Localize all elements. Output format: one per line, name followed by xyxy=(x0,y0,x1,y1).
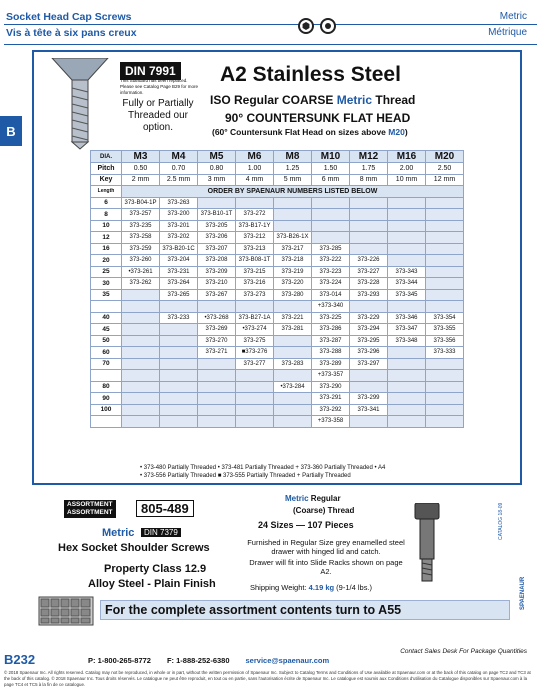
part-number-cell xyxy=(160,301,198,313)
length-cell: 20 xyxy=(91,255,122,267)
part-number-cell[interactable]: 373-263 xyxy=(160,197,198,209)
part-number-cell[interactable]: 373-200 xyxy=(160,209,198,221)
part-number-cell xyxy=(122,393,160,405)
part-number-cell[interactable]: ■373-276 xyxy=(236,347,274,359)
part-number-cell[interactable]: 373-285 xyxy=(312,243,350,255)
part-number-cell[interactable]: 373-294 xyxy=(350,324,388,336)
size-header: M12 xyxy=(350,151,388,163)
part-number-cell xyxy=(236,197,274,209)
assortment-contents-banner[interactable]: For the complete assortment contents turn to A55 xyxy=(100,600,510,620)
part-number-cell xyxy=(160,358,198,370)
table-row xyxy=(91,416,464,428)
part-number-cell[interactable]: 373-270 xyxy=(198,335,236,347)
length-cell: 80 xyxy=(91,381,122,393)
metric-label-en: Metric xyxy=(499,11,527,22)
part-number-cell[interactable]: 373-206 xyxy=(198,232,236,244)
part-number-cell[interactable]: 373-290 xyxy=(312,381,350,393)
part-number-cell xyxy=(350,197,388,209)
pitch-cell: 0.50 xyxy=(122,163,160,175)
part-number-cell[interactable]: 373-355 xyxy=(426,324,464,336)
part-number-cell[interactable]: 373-210 xyxy=(198,278,236,290)
part-number-cell[interactable]: 373-293 xyxy=(350,289,388,301)
part-number-cell[interactable]: 373-259 xyxy=(122,243,160,255)
part-number-cell[interactable]: 373-B10-1T xyxy=(198,209,236,221)
part-number-cell[interactable]: 373-297 xyxy=(350,358,388,370)
length-cell: 8 xyxy=(91,209,122,221)
pitch-label: Pitch xyxy=(91,163,122,175)
part-number-cell xyxy=(426,301,464,313)
part-number-cell xyxy=(198,197,236,209)
length-cell: 30 xyxy=(91,278,122,290)
length-label: Length xyxy=(91,186,122,198)
key-cell: 3 mm xyxy=(198,174,236,186)
din-7379-badge: DIN 7379 xyxy=(141,528,181,537)
part-number-cell[interactable]: 373-269 xyxy=(198,324,236,336)
length-cell: 90 xyxy=(91,393,122,405)
din-replaced-note: This Standard has been replaced. Please see Catalog Page B29 for more information. xyxy=(120,78,199,95)
part-number-cell xyxy=(350,220,388,232)
part-number-cell[interactable]: 373-235 xyxy=(122,220,160,232)
sizes-pieces: 24 Sizes — 107 Pieces xyxy=(258,520,354,530)
size-header: M10 xyxy=(312,151,350,163)
part-number-cell[interactable]: 373-286 xyxy=(312,324,350,336)
length-cell: 70 xyxy=(91,358,122,370)
part-number-cell[interactable]: •373-274 xyxy=(236,324,274,336)
part-number-cell xyxy=(426,358,464,370)
material-finish: Alloy Steel - Plain Finish xyxy=(88,578,216,590)
part-number-cell[interactable]: 373-333 xyxy=(426,347,464,359)
part-number-cell xyxy=(388,370,426,382)
product-title: A2 Stainless Steel xyxy=(220,63,401,86)
part-number-cell xyxy=(426,220,464,232)
part-number-cell[interactable]: 373-208 xyxy=(198,255,236,267)
assortment-number[interactable]: 805-489 xyxy=(136,500,194,517)
part-number-cell xyxy=(426,381,464,393)
table-row xyxy=(91,370,464,382)
part-number-cell xyxy=(198,358,236,370)
part-number-cell[interactable]: 373-275 xyxy=(236,335,274,347)
property-class: Property Class 12.9 xyxy=(104,563,207,575)
part-number-cell[interactable]: 373-291 xyxy=(312,393,350,405)
key-cell: 5 mm xyxy=(274,174,312,186)
pitch-cell: 0.80 xyxy=(198,163,236,175)
part-number-cell xyxy=(312,232,350,244)
contact-info xyxy=(88,656,345,665)
part-number-cell xyxy=(426,404,464,416)
part-number-cell[interactable]: +373-340 xyxy=(312,301,350,313)
part-number-cell[interactable]: 373-222 xyxy=(312,255,350,267)
key-cell: 12 mm xyxy=(426,174,464,186)
part-number-cell[interactable]: 373-262 xyxy=(122,278,160,290)
part-number-cell xyxy=(426,416,464,428)
header-divider-bottom xyxy=(4,44,537,45)
part-number-cell xyxy=(426,197,464,209)
part-number-cell xyxy=(236,370,274,382)
part-number-cell[interactable]: 373-220 xyxy=(274,278,312,290)
table-row xyxy=(91,232,464,244)
part-number-cell xyxy=(350,209,388,221)
part-number-cell[interactable]: 373-292 xyxy=(312,404,350,416)
part-number-cell[interactable]: 373-345 xyxy=(388,289,426,301)
table-row xyxy=(91,255,464,267)
key-cell: 6 mm xyxy=(312,174,350,186)
part-number-cell xyxy=(388,301,426,313)
key-cell: 2.5 mm xyxy=(160,174,198,186)
part-number-cell[interactable]: 373-201 xyxy=(160,220,198,232)
section-title-fr: Vis à tête à six pans creux xyxy=(6,27,137,39)
length-cell: 6 xyxy=(91,197,122,209)
part-number-cell[interactable]: 373-273 xyxy=(236,289,274,301)
part-number-cell[interactable]: 373-221 xyxy=(274,312,312,324)
table-row xyxy=(91,289,464,301)
brand-side-label: SPAENAUR xyxy=(520,576,526,610)
part-number-cell xyxy=(122,301,160,313)
part-number-cell xyxy=(426,232,464,244)
pitch-cell: 1.75 xyxy=(350,163,388,175)
head-type-icons xyxy=(298,18,336,34)
part-number-cell xyxy=(198,381,236,393)
catalog-side-label: CATALOG 18-09 xyxy=(498,502,504,540)
size-header: M16 xyxy=(388,151,426,163)
metric-label-fr: Métrique xyxy=(488,27,527,38)
length-cell xyxy=(91,301,122,313)
legend-notes xyxy=(140,464,385,480)
assortment-metric-label: Metric xyxy=(102,527,135,539)
part-number-cell[interactable]: 373-218 xyxy=(274,255,312,267)
part-number-cell[interactable]: 373-B20-1C xyxy=(160,243,198,255)
part-number-cell xyxy=(388,358,426,370)
length-cell: 45 xyxy=(91,324,122,336)
table-row xyxy=(91,243,464,255)
size-table xyxy=(90,150,464,428)
part-number-cell xyxy=(274,220,312,232)
part-number-cell xyxy=(388,255,426,267)
part-number-cell[interactable]: 373-356 xyxy=(426,335,464,347)
part-number-cell xyxy=(274,416,312,428)
legend-line-2: • 373-556 Partially Threaded ■ 373-555 Partially Threaded + Partially Threaded xyxy=(140,473,351,479)
part-number-cell[interactable]: •373-268 xyxy=(198,312,236,324)
part-number-cell xyxy=(160,370,198,382)
part-number-cell[interactable]: 373-224 xyxy=(312,278,350,290)
part-number-cell xyxy=(426,289,464,301)
fax-number: F: 1-888-252-6380 xyxy=(166,656,230,665)
length-cell xyxy=(91,416,122,428)
order-instructions: ORDER BY SPAENAUR NUMBERS LISTED BELOW xyxy=(122,186,464,198)
part-number-cell[interactable]: 373-223 xyxy=(312,266,350,278)
legend-line-1: • 373-480 Partially Threaded • 373-481 Partially Threaded + 373-360 Partially Threaded • A4 xyxy=(140,465,386,471)
shipping-weight: Shipping Weight: 4.19 kg (9-1/4 lbs.) xyxy=(250,583,373,592)
part-number-cell xyxy=(388,347,426,359)
part-number-cell[interactable]: 373-280 xyxy=(274,289,312,301)
part-number-cell[interactable]: +373-358 xyxy=(312,416,350,428)
part-number-cell[interactable]: 373-212 xyxy=(236,232,274,244)
part-number-cell xyxy=(122,370,160,382)
part-number-cell xyxy=(274,404,312,416)
table-row xyxy=(91,220,464,232)
drawer-tray-icon xyxy=(38,596,94,626)
part-number-cell[interactable]: 373-207 xyxy=(198,243,236,255)
table-row xyxy=(91,301,464,313)
part-number-cell xyxy=(236,404,274,416)
part-number-cell xyxy=(122,381,160,393)
flat-head-screw-icon xyxy=(50,58,110,150)
part-number-cell xyxy=(274,301,312,313)
assortment-description: Furnished in Regular Size grey enamelled steel drawer with hinged lid and catch. Drawer will fit into Slide Racks shown on page A2. xyxy=(247,538,405,576)
part-number-cell[interactable]: 373-288 xyxy=(312,347,350,359)
part-number-cell[interactable]: +373-357 xyxy=(312,370,350,382)
part-number-cell[interactable]: 373-346 xyxy=(388,312,426,324)
part-number-cell xyxy=(236,381,274,393)
length-cell: 40 xyxy=(91,312,122,324)
part-number-cell xyxy=(426,209,464,221)
table-row xyxy=(91,335,464,347)
phone-number[interactable]: P: 1-800-265-8772 xyxy=(88,656,151,665)
part-number-cell xyxy=(274,209,312,221)
part-number-cell[interactable]: 373-281 xyxy=(274,324,312,336)
part-number-cell[interactable]: 373-265 xyxy=(160,289,198,301)
key-cell: 2 mm xyxy=(122,174,160,186)
part-number-cell[interactable]: 373-226 xyxy=(350,255,388,267)
part-number-cell[interactable]: 373-202 xyxy=(160,232,198,244)
part-number-cell xyxy=(388,209,426,221)
part-number-cell xyxy=(274,370,312,382)
part-number-cell[interactable]: 373-B04-1P xyxy=(122,197,160,209)
table-row xyxy=(91,358,464,370)
thread-subtitle: ISO Regular COARSE Metric Thread xyxy=(210,93,416,107)
part-number-cell[interactable]: 373-299 xyxy=(350,393,388,405)
head-type-title: 90° COUNTERSUNK FLAT HEAD xyxy=(225,111,411,125)
part-number-cell xyxy=(388,416,426,428)
part-number-cell xyxy=(350,416,388,428)
table-row xyxy=(91,404,464,416)
part-number-cell xyxy=(274,335,312,347)
part-number-cell[interactable]: 373-217 xyxy=(274,243,312,255)
length-cell: 16 xyxy=(91,243,122,255)
part-number-cell[interactable]: 373-341 xyxy=(350,404,388,416)
section-tab[interactable]: B xyxy=(0,116,22,146)
key-label: Key xyxy=(91,174,122,186)
table-row xyxy=(91,209,464,221)
part-number-cell[interactable]: 373-344 xyxy=(388,278,426,290)
part-number-cell xyxy=(350,370,388,382)
part-number-cell[interactable]: 373-215 xyxy=(236,266,274,278)
key-cell: 10 mm xyxy=(388,174,426,186)
part-number-cell xyxy=(388,393,426,405)
part-number-cell[interactable]: 373-347 xyxy=(388,324,426,336)
part-number-cell[interactable]: 373-287 xyxy=(312,335,350,347)
part-number-cell xyxy=(160,416,198,428)
part-number-cell[interactable]: 373-B26-1X xyxy=(274,232,312,244)
part-number-cell xyxy=(198,393,236,405)
dia-header: DIA. xyxy=(91,151,122,163)
part-number-cell[interactable]: 373-272 xyxy=(236,209,274,221)
length-cell: 50 xyxy=(91,335,122,347)
part-number-cell xyxy=(160,381,198,393)
part-number-cell xyxy=(388,381,426,393)
part-number-cell[interactable]: 373-277 xyxy=(236,358,274,370)
key-cell: 4 mm xyxy=(236,174,274,186)
part-number-cell xyxy=(312,220,350,232)
part-number-cell xyxy=(122,416,160,428)
hex-socket-icon xyxy=(298,18,314,34)
part-number-cell[interactable]: 373-295 xyxy=(350,335,388,347)
part-number-cell xyxy=(198,404,236,416)
part-number-cell[interactable]: •373-284 xyxy=(274,381,312,393)
part-number-cell[interactable]: 373-213 xyxy=(236,243,274,255)
length-cell: 35 xyxy=(91,289,122,301)
part-number-cell[interactable]: 373-257 xyxy=(122,209,160,221)
part-number-cell[interactable]: 373-264 xyxy=(160,278,198,290)
part-number-cell[interactable]: 373-B17-1Y xyxy=(236,220,274,232)
part-number-cell xyxy=(122,312,160,324)
part-number-cell[interactable]: 373-209 xyxy=(198,266,236,278)
assortment-badge: ASSORTMENT ASSORTMENT xyxy=(64,500,116,518)
part-number-cell[interactable]: 373-228 xyxy=(350,278,388,290)
part-number-cell xyxy=(426,255,464,267)
table-row xyxy=(91,347,464,359)
length-cell: 12 xyxy=(91,232,122,244)
length-cell: 60 xyxy=(91,347,122,359)
part-number-cell xyxy=(312,197,350,209)
din-badge: DIN 7991 xyxy=(120,62,181,80)
size-header: M3 xyxy=(122,151,160,163)
table-row xyxy=(91,278,464,290)
part-number-cell xyxy=(274,347,312,359)
part-number-cell xyxy=(122,347,160,359)
section-title-en: Socket Head Cap Screws xyxy=(6,11,132,23)
length-cell: 100 xyxy=(91,404,122,416)
part-number-cell xyxy=(122,358,160,370)
head-type-note: (60° Countersunk Flat Head on sizes above M20) xyxy=(212,127,408,137)
part-number-cell xyxy=(350,301,388,313)
part-number-cell xyxy=(274,197,312,209)
part-number-cell[interactable]: 373-227 xyxy=(350,266,388,278)
thread-option-note: Fully or Partially Threaded our option. xyxy=(122,98,194,133)
part-number-cell[interactable]: 373-348 xyxy=(388,335,426,347)
part-number-cell[interactable]: 373-219 xyxy=(274,266,312,278)
part-number-cell[interactable]: 373-354 xyxy=(426,312,464,324)
part-number-cell xyxy=(426,243,464,255)
part-number-cell xyxy=(388,404,426,416)
table-row xyxy=(91,381,464,393)
contact-note: Contact Sales Desk For Package Quantities xyxy=(400,648,527,655)
pitch-cell: 0.70 xyxy=(160,163,198,175)
table-row xyxy=(91,312,464,324)
pitch-cell: 2.50 xyxy=(426,163,464,175)
part-number-cell xyxy=(426,278,464,290)
part-number-cell xyxy=(198,416,236,428)
part-number-cell[interactable]: 373-231 xyxy=(160,266,198,278)
page-number: B232 xyxy=(4,652,36,667)
thread-type-2: (Coarse) Thread xyxy=(293,506,355,515)
part-number-cell[interactable]: 373-014 xyxy=(312,289,350,301)
size-header: M6 xyxy=(236,151,274,163)
key-cell: 8 mm xyxy=(350,174,388,186)
pitch-cell: 1.00 xyxy=(236,163,274,175)
part-number-cell xyxy=(236,416,274,428)
part-number-cell[interactable]: 373-225 xyxy=(312,312,350,324)
part-number-cell xyxy=(274,393,312,405)
table-row xyxy=(91,266,464,278)
part-number-cell xyxy=(160,404,198,416)
part-number-cell[interactable]: 373-205 xyxy=(198,220,236,232)
part-number-cell xyxy=(198,370,236,382)
length-cell xyxy=(91,370,122,382)
part-number-cell[interactable]: 373-B08-1T xyxy=(236,255,274,267)
email-link[interactable]: service@spaenaur.com xyxy=(245,656,330,665)
pitch-cell: 1.25 xyxy=(274,163,312,175)
part-number-cell xyxy=(160,393,198,405)
table-row xyxy=(91,393,464,405)
part-number-cell[interactable]: 373-260 xyxy=(122,255,160,267)
part-number-cell xyxy=(426,393,464,405)
size-header: M8 xyxy=(274,151,312,163)
part-number-cell[interactable]: 373-216 xyxy=(236,278,274,290)
part-number-cell xyxy=(198,301,236,313)
part-number-cell[interactable]: 373-229 xyxy=(350,312,388,324)
copyright-footer: © 2018 Spaenaur Inc. All rights reserved. Catalog may not be reproduced, in whole or in part, without the written permission of Spaenaur Inc. Subject to Catalog Terms and Conditions of Use available at Spaenaur.com or at the back of this catalog on page TC2 and TC3 at the back of this catalog. © 2018 Spaenaur Inc. Tous droits réservés. Le catalogue ne peut être reproduit, en tout ou en partie, sans l'autorisation écrite de Spaenaur Inc. Le catalogue est soumis aux Conditions d'utilisation du Catalogue disponibles sur Spaenaur.com à la page TC4 et TC5 à la fin de ce catalogue. xyxy=(4,670,531,687)
pitch-cell: 2.00 xyxy=(388,163,426,175)
part-number-cell xyxy=(388,220,426,232)
length-cell: 25 xyxy=(91,266,122,278)
part-number-cell xyxy=(160,335,198,347)
part-number-cell xyxy=(388,197,426,209)
part-number-cell[interactable]: 373-296 xyxy=(350,347,388,359)
part-number-cell xyxy=(426,266,464,278)
header-divider xyxy=(4,24,537,25)
part-number-cell xyxy=(236,393,274,405)
part-number-cell xyxy=(122,335,160,347)
length-cell: 10 xyxy=(91,220,122,232)
part-number-cell[interactable]: 373-258 xyxy=(122,232,160,244)
part-number-cell xyxy=(350,381,388,393)
circle-head-icon xyxy=(320,18,336,34)
part-number-cell xyxy=(122,324,160,336)
part-number-cell xyxy=(388,232,426,244)
part-number-cell xyxy=(350,232,388,244)
size-header: M20 xyxy=(426,151,464,163)
pitch-cell: 1.50 xyxy=(312,163,350,175)
assortment-name: Hex Socket Shoulder Screws xyxy=(58,542,210,554)
part-number-cell xyxy=(388,243,426,255)
part-number-cell xyxy=(312,209,350,221)
shoulder-screw-icon xyxy=(412,503,442,583)
part-number-cell[interactable]: 373-271 xyxy=(198,347,236,359)
part-number-cell[interactable]: 373-233 xyxy=(160,312,198,324)
part-number-cell xyxy=(160,324,198,336)
part-number-cell[interactable]: 373-343 xyxy=(388,266,426,278)
part-number-cell[interactable]: 373-289 xyxy=(312,358,350,370)
part-number-cell[interactable]: 373-283 xyxy=(274,358,312,370)
part-number-cell[interactable]: 373-B27-1A xyxy=(236,312,274,324)
table-row xyxy=(91,197,464,209)
part-number-cell xyxy=(236,301,274,313)
part-number-cell xyxy=(122,404,160,416)
part-number-cell xyxy=(426,370,464,382)
part-number-cell xyxy=(122,289,160,301)
size-header: M5 xyxy=(198,151,236,163)
part-number-cell[interactable]: 373-267 xyxy=(198,289,236,301)
part-number-cell xyxy=(160,347,198,359)
part-number-cell[interactable]: •373-261 xyxy=(122,266,160,278)
thread-type: Metric Regular xyxy=(285,494,341,503)
table-row xyxy=(91,324,464,336)
part-number-cell xyxy=(350,243,388,255)
size-header: M4 xyxy=(160,151,198,163)
part-number-cell[interactable]: 373-204 xyxy=(160,255,198,267)
